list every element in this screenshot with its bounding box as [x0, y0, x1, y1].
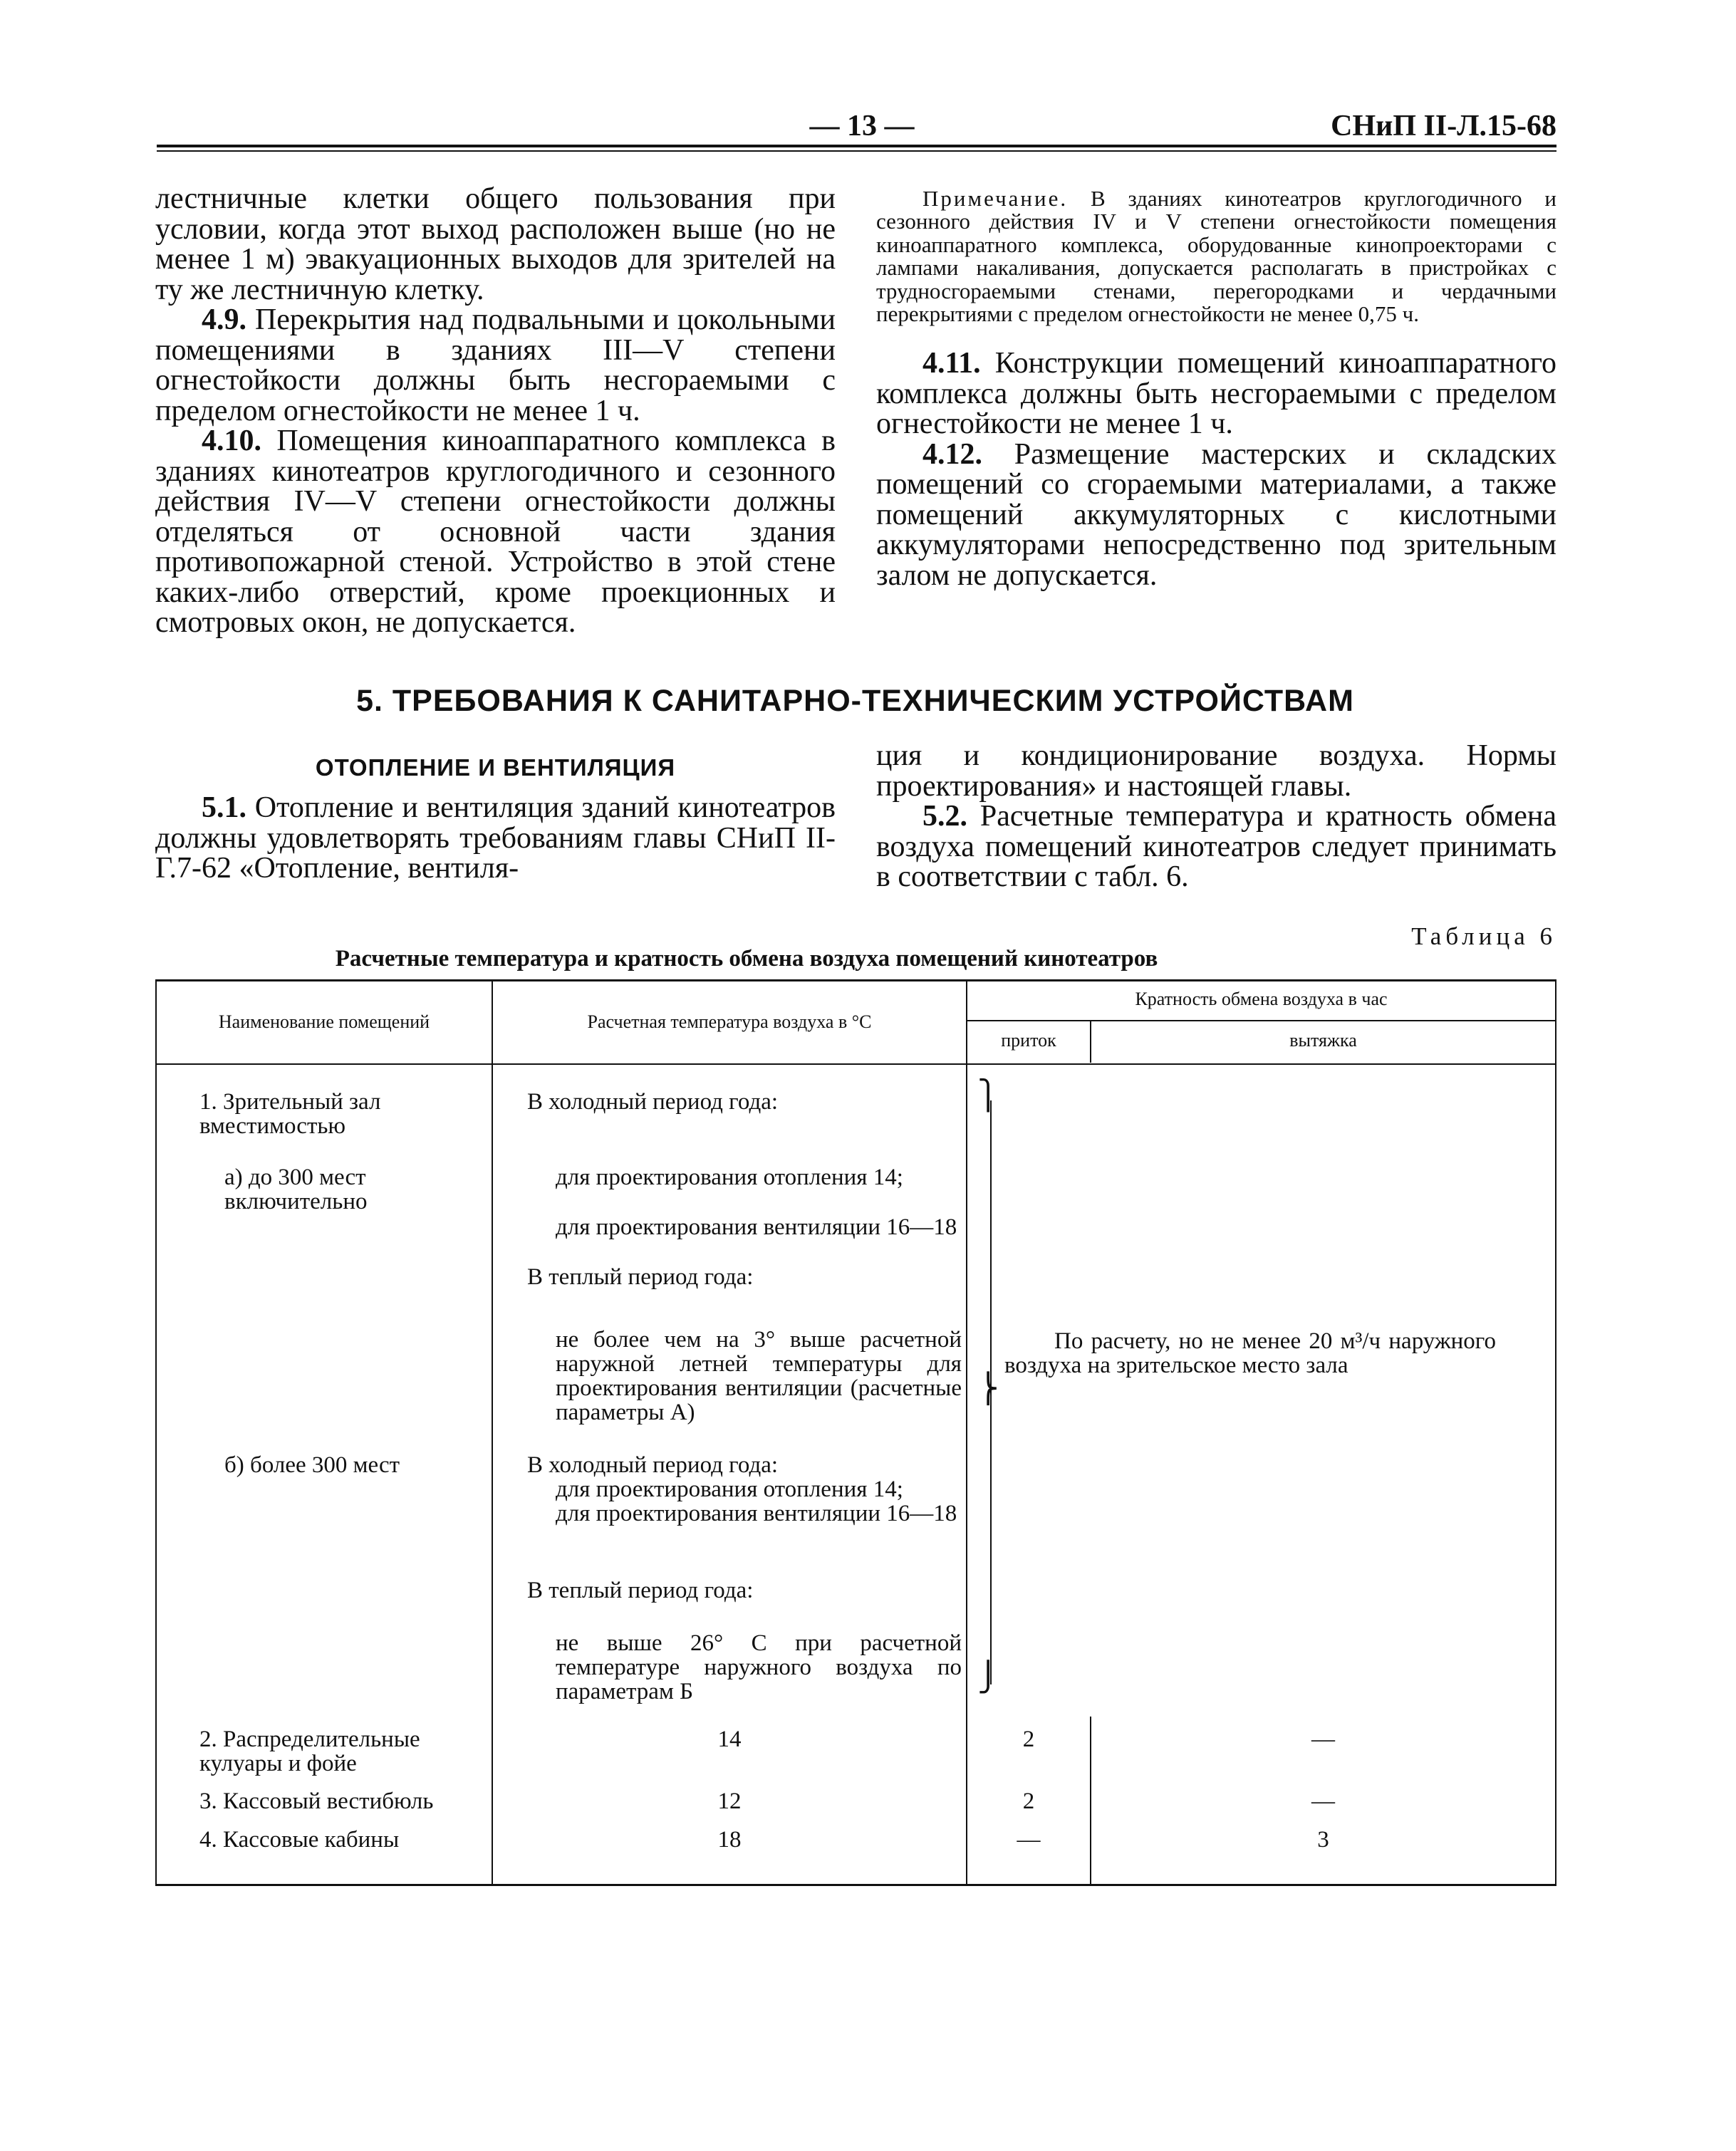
- subsection-heading: ОТОПЛЕНИЕ И ВЕНТИЛЯЦИЯ: [315, 754, 676, 781]
- header-room-name: Наименование помещений: [218, 1011, 430, 1032]
- paragraph-4-9: [155, 305, 836, 426]
- brace-middle: ⎬: [977, 1373, 999, 1405]
- note-label: Примечание.: [922, 186, 1069, 211]
- table-row-temp: 14: [717, 1726, 742, 1752]
- table-row-supply: 2: [1022, 1726, 1035, 1752]
- brace-top: ⎫: [977, 1079, 999, 1111]
- table-row-temp: 12: [717, 1788, 742, 1814]
- paragraph-continuation: лестничные клетки общего пользования при условии, когда этот выход расположен выше (но не менее 1 м) эвакуационных выходов для зрителей на ту же лестничную клетку.: [155, 182, 836, 306]
- clause-text: Помещения киноаппаратного комплекса в зданиях кинотеатров круглогодичного и сезонного действия IV—V степени огнестойкости должны отделяться от основной части здания противопожарной стеной. Устройство в этой стене каких-либо отверстий, кроме проекционных и смотровых окон, не допускается.: [155, 425, 836, 639]
- note-text: В зданиях кинотеатров круглогодичного и сезонного действия IV и V степени огнестойкости помещения киноаппаратного комплекса, оборудованные кинопроекторами с лампами накаливания, допускается располагать в пристройках с трудносгораемыми стенами, перегородками и чердачными перекрытиями с пределом огнестойкости не менее 0,75 ч.: [876, 186, 1556, 327]
- cold-heating-value: для проектирования отопления 14;: [556, 1476, 903, 1502]
- table-row-temp: 18: [717, 1827, 742, 1853]
- table-header-rule: [966, 1020, 1556, 1021]
- clause-text: Расчетные температура и кратность обмена воздуха помещений кинотеатров следует принимать в соответствии с табл. 6.: [876, 800, 1556, 893]
- table-bottom-rule: [155, 1884, 1556, 1886]
- clause-number: 4.9.: [202, 303, 246, 336]
- row-auditorium-name: 1. Зрительный зал вместимостью: [199, 1089, 381, 1139]
- cold-period-label: В холодный период года:: [527, 1089, 779, 1115]
- clause-number: 5.2.: [922, 800, 967, 833]
- right-column: [876, 187, 1556, 590]
- air-exchange-note: По расчету, но не менее 20 м³/ч наружного воздуха на зрительское место зала: [1004, 1328, 1496, 1378]
- clause-number: 4.12.: [922, 437, 982, 471]
- table-left-border: [155, 981, 157, 1885]
- header-air-exchange: Кратность обмена воздуха в час: [1135, 989, 1388, 1009]
- table-row-supply: 2: [1022, 1788, 1035, 1814]
- header-rule-thin: [157, 150, 1556, 152]
- table-row-exhaust: —: [1311, 1726, 1335, 1752]
- brace-bottom: ⎭: [977, 1661, 999, 1693]
- clause-text: Конструкции помещений киноаппаратного комплекса должны быть несгораемыми с пределом огнестойкости не менее 1 ч.: [876, 347, 1556, 441]
- table-right-border: [1555, 981, 1556, 1885]
- table-label: Таблица 6: [1411, 922, 1556, 950]
- header-exhaust: вытяжка: [1289, 1030, 1357, 1051]
- row-auditorium-a-name: а) до 300 мест включительно: [224, 1165, 368, 1214]
- table-top-rule: [155, 979, 1556, 981]
- header-temperature: Расчетная температура воздуха в °С: [587, 1011, 872, 1032]
- clause-number: 5.1.: [202, 791, 246, 824]
- page-number: — 13 —: [809, 110, 915, 142]
- document-code: СНиП II-Л.15-68: [1331, 110, 1556, 142]
- warm-period-label: В теплый период года:: [527, 1264, 754, 1290]
- section-left-column: [155, 754, 836, 884]
- table-row-name: 2. Распределительные кулуары и фойе: [199, 1726, 420, 1776]
- header-supply: приток: [1001, 1030, 1056, 1051]
- table-header-bottom-rule: [155, 1063, 1556, 1065]
- row-auditorium-b-name: б) более 300 мест: [224, 1452, 400, 1478]
- table-row-exhaust: 3: [1317, 1827, 1329, 1853]
- paragraph-5-2: [876, 801, 1556, 892]
- cold-ventilation-value: для проектирования вентиляции 16—18: [556, 1501, 957, 1526]
- paragraph-4-10: [155, 426, 836, 638]
- table-row-name: 4. Кассовые кабины: [199, 1827, 400, 1853]
- clause-number: 4.11.: [922, 347, 981, 380]
- paragraph-4-12: [876, 439, 1556, 591]
- paragraph-4-11: [876, 348, 1556, 439]
- paragraph-5-1: [155, 793, 836, 884]
- cold-period-label: В холодный период года:: [527, 1452, 779, 1478]
- cold-ventilation-value: для проектирования вентиляции 16—18: [556, 1214, 957, 1240]
- table-row-exhaust: —: [1311, 1788, 1335, 1814]
- clause-number: 4.10.: [202, 425, 261, 457]
- paragraph-5-1-continuation: ция и кондиционирование воздуха. Нормы проектирования» и настоящей главы.: [876, 739, 1556, 803]
- clause-text: Перекрытия над подвальными и цокольными помещениями в зданиях III—V степени огнестойкости должны быть несгораемыми с пределом огнестойкости не менее 1 ч.: [155, 303, 836, 427]
- cold-heating-value: для проектирования отопления 14;: [556, 1165, 903, 1190]
- clause-text: Отопление и вентиляция зданий кинотеатров должны удовлетворять требованиям главы СНиП II-Г.7-62 «Отопление, вентиля-: [155, 791, 836, 885]
- warm-period-value: не более чем на 3° выше расчетной наружной летней температуры для проектирования вентиляции (расчетные параметры А): [556, 1327, 962, 1425]
- clause-text: Размещение мастерских и складских помещений со сгораемыми материалами, а также помещений аккумуляторных с кислотными аккумуляторами непосредственно под зрительным залом не допускается.: [876, 437, 1556, 592]
- section-heading: 5. ТРЕБОВАНИЯ К САНИТАРНО-ТЕХНИЧЕСКИМ УСТРОЙСТВАМ: [356, 684, 1354, 718]
- table-title: Расчетные температура и кратность обмена воздуха помещений кинотеатров: [335, 946, 1158, 972]
- section-right-column: [876, 741, 1556, 892]
- note: [876, 187, 1556, 325]
- table-row-name: 3. Кассовый вестибюль: [199, 1788, 434, 1814]
- warm-period-label: В теплый период года:: [527, 1578, 754, 1603]
- warm-period-value: не выше 26° С при расчетной температуре наружного воздуха по параметрам Б: [556, 1630, 962, 1704]
- header-rule: [157, 145, 1556, 147]
- table-row-supply: —: [1017, 1827, 1041, 1853]
- left-column: [155, 184, 836, 638]
